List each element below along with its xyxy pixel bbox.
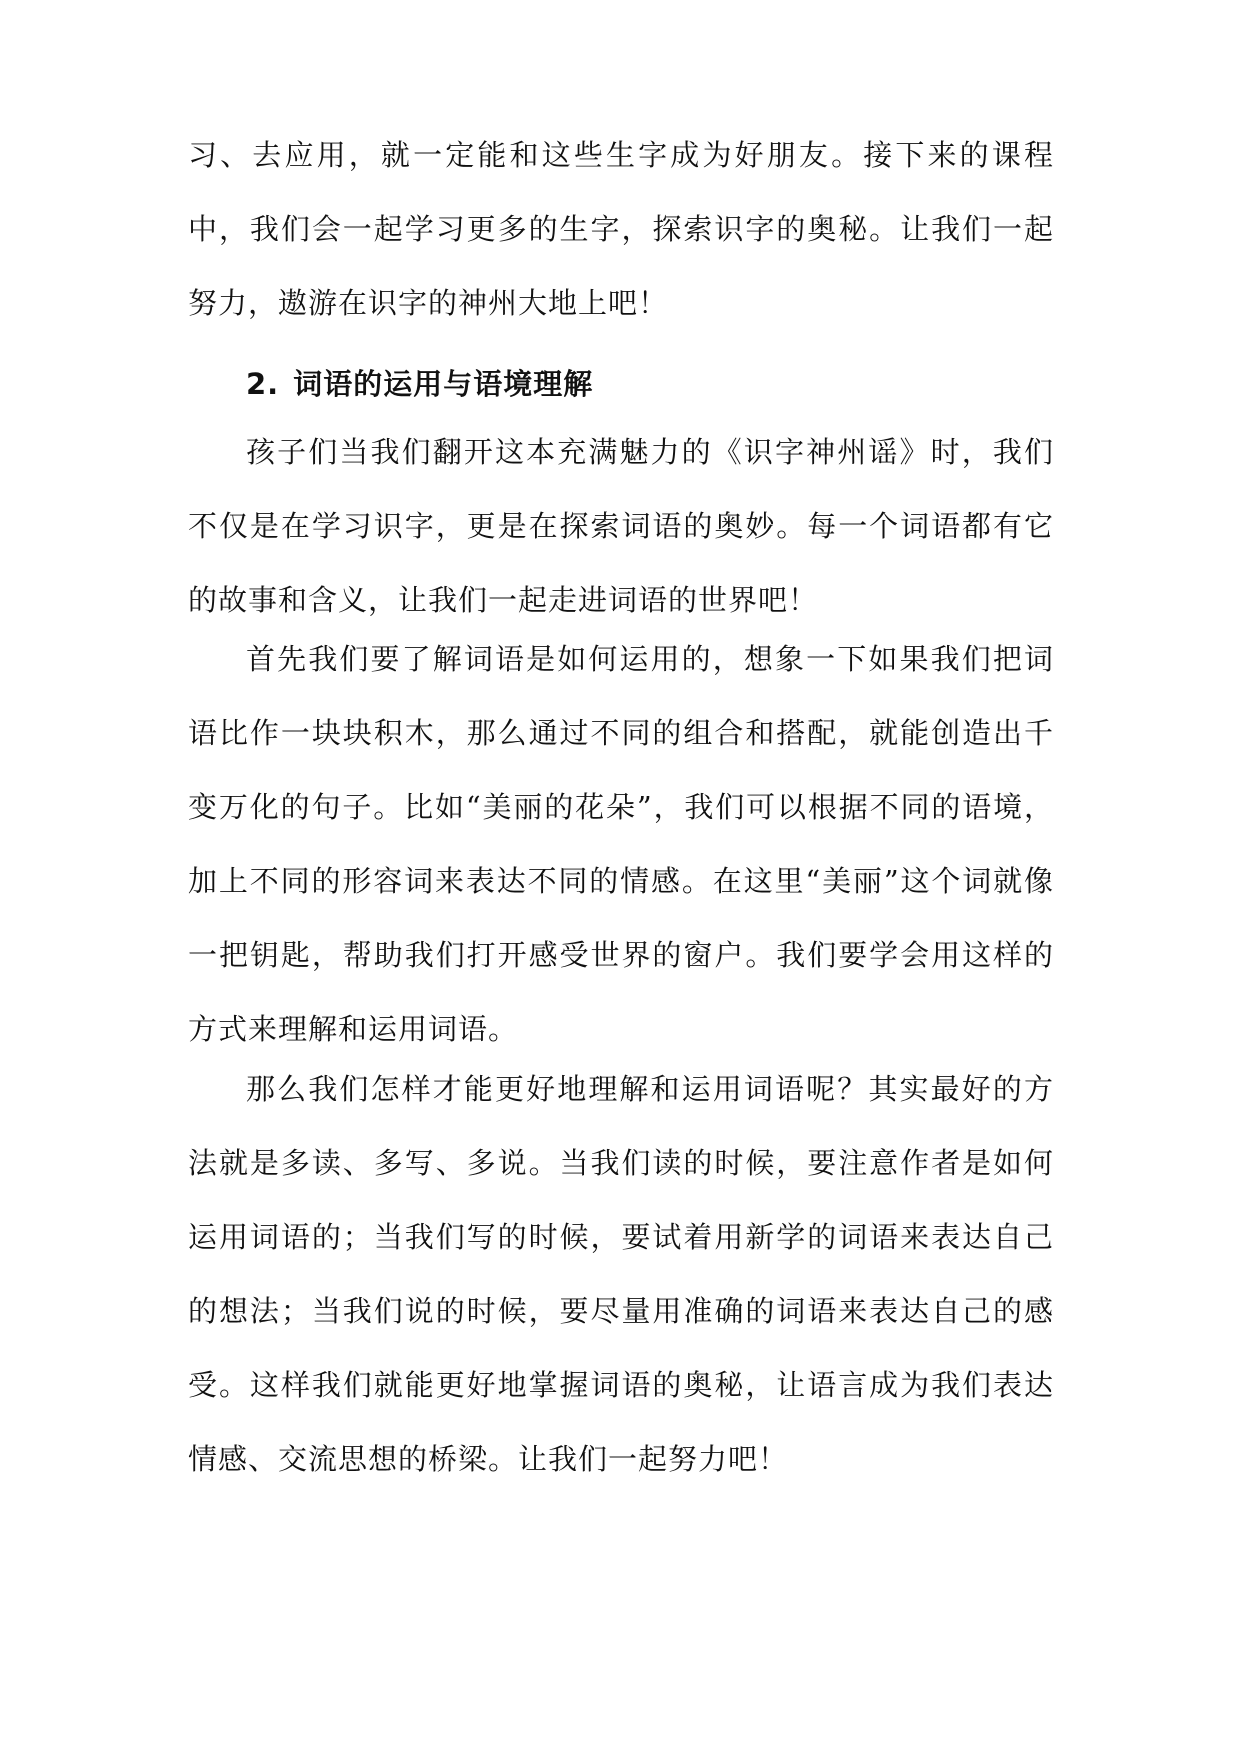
section-title: 词语的运用与语境理解 bbox=[293, 367, 594, 401]
section-heading bbox=[246, 359, 1054, 409]
section-number: 2. bbox=[246, 367, 280, 401]
body-paragraph-2: 首先我们要了解词语是如何运用的，想象一下如果我们把词语比作一块块积木，那么通过不同的组合和搭配，就能创造出千变万化的句子。比如“美丽的花朵”，我们可以根据不同的语境，加上不同的形容词来表达不同的情感。在这里“美丽”这个词就像一把钥匙，帮助我们打开感受世界的窗户。我们要学会用这样的方式来理解和运用词语。 bbox=[188, 642, 1054, 1046]
body-paragraph-1: 孩子们当我们翻开这本充满魅力的《识字神州谣》时，我们不仅是在学习识字，更是在探索词语的奥妙。每一个词语都有它的故事和含义，让我们一起走进词语的世界吧！ bbox=[188, 435, 1054, 617]
body-paragraph-3: 那么我们怎样才能更好地理解和运用词语呢？其实最好的方法就是多读、多写、多说。当我们读的时候，要注意作者是如何运用词语的；当我们写的时候，要试着用新学的词语来表达自己的想法；当我们说的时候，要尽量用准确的词语来表达自己的感受。这样我们就能更好地掌握词语的奥秘，让语言成为我们表达情感、交流思想的桥梁。让我们一起努力吧！ bbox=[188, 1072, 1054, 1476]
continuation-paragraph: 习、去应用，就一定能和这些生字成为好朋友。接下来的课程中，我们会一起学习更多的生字，探索识字的奥秘。让我们一起努力，遨游在识字的神州大地上吧！ bbox=[188, 138, 1054, 320]
